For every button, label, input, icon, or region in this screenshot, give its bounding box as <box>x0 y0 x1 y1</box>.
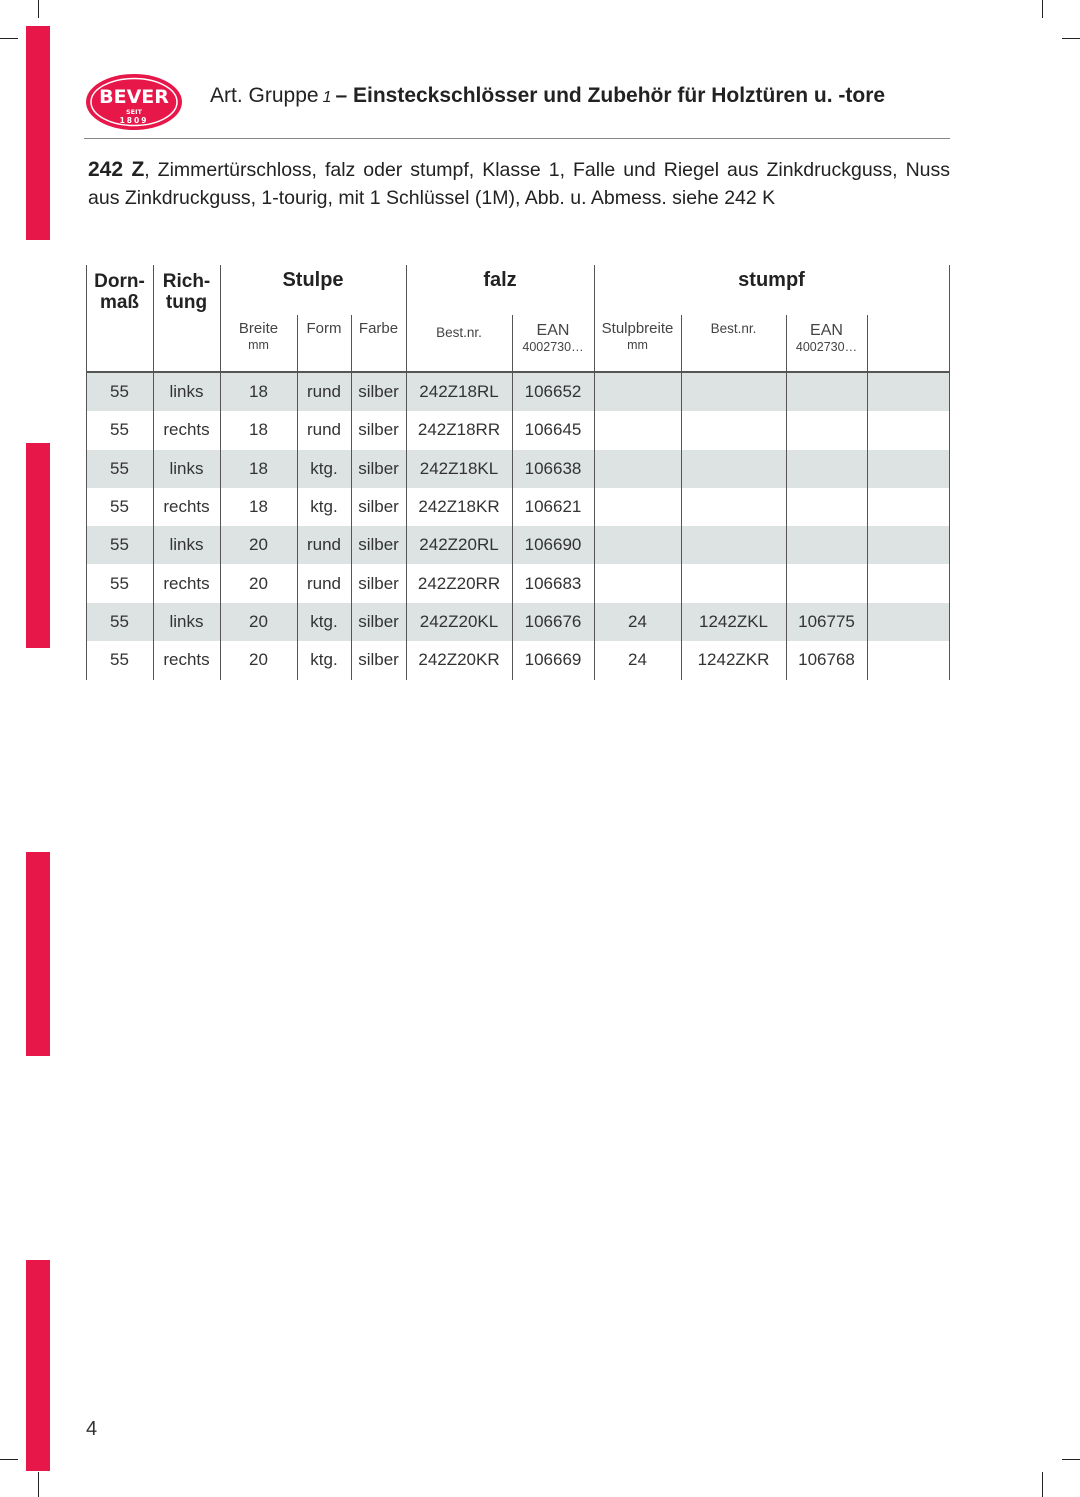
cell-stumpf-bestnr <box>681 526 786 564</box>
header-form: Form <box>306 320 342 337</box>
cell-form: ktg. <box>310 611 338 631</box>
cell-breite: 18 <box>249 382 268 401</box>
crop-mark <box>38 1472 39 1497</box>
logo-text: BEVER <box>99 86 169 108</box>
cell-breite: 20 <box>249 611 268 631</box>
cell-richtung: links <box>169 611 204 631</box>
cell-falz-bestnr: 242Z20KL <box>419 611 499 631</box>
cell-richtung: links <box>169 382 204 401</box>
page-number: 4 <box>86 1418 98 1440</box>
crop-mark <box>1042 0 1043 18</box>
table-row <box>86 603 950 641</box>
cell-richtung: rechts <box>163 496 210 516</box>
product-description <box>88 156 950 212</box>
header-farbe: Farbe <box>358 320 399 337</box>
col-divider <box>351 315 352 680</box>
col-divider <box>297 315 298 680</box>
cell-stulpbreite <box>594 411 681 449</box>
cell-stumpf-ean <box>786 526 867 564</box>
cell-farbe: silber <box>358 458 399 478</box>
cell-breite: 20 <box>249 535 268 555</box>
cell-dornmass: 55 <box>110 458 129 478</box>
cell-stumpf-bestnr <box>681 488 786 526</box>
logo-year: 1809 <box>119 116 149 125</box>
cell-form: ktg. <box>310 458 338 478</box>
cell-breite: 18 <box>249 420 268 440</box>
cell-stulpbreite: 24 <box>628 650 647 670</box>
cell-falz-ean: 106645 <box>524 420 582 440</box>
cell-dornmass: 55 <box>110 650 129 670</box>
cell-form: rund <box>306 382 342 401</box>
header-stumpf-ean: EAN 4002730… <box>795 322 858 354</box>
col-divider <box>153 265 154 680</box>
cell-richtung: rechts <box>163 573 210 593</box>
cell-stumpf-ean <box>786 565 867 603</box>
col-divider <box>786 315 787 680</box>
cell-falz-bestnr: 242Z18RL <box>419 382 499 401</box>
crop-mark <box>1062 1459 1080 1460</box>
cell-falz-ean: 106621 <box>524 496 582 516</box>
cell-falz-ean: 106690 <box>524 535 582 555</box>
cell-stulpbreite <box>594 373 681 411</box>
cell-breite: 20 <box>249 650 268 670</box>
header-dornmass: Dorn- maß <box>94 271 145 313</box>
col-divider <box>949 265 950 680</box>
cell-form: rund <box>306 420 342 440</box>
cell-richtung: rechts <box>163 420 210 440</box>
product-code: 242 Z <box>88 158 145 181</box>
cell-dornmass: 55 <box>110 496 129 516</box>
cell-stumpf-ean <box>786 450 867 488</box>
header-stulpbreite: Stulpbreite mm <box>601 320 674 352</box>
cell-stulpbreite: 24 <box>628 611 647 631</box>
col-divider <box>512 315 513 680</box>
cell-form: rund <box>306 535 342 555</box>
cell-form: ktg. <box>310 496 338 516</box>
crop-mark <box>38 0 39 18</box>
header-prefix: Art. Gruppe <box>210 84 319 107</box>
cell-dornmass: 55 <box>110 382 129 401</box>
header-divider <box>84 138 950 139</box>
cell-farbe: silber <box>358 650 399 670</box>
cell-dornmass: 55 <box>110 611 129 631</box>
table-row <box>86 450 950 488</box>
edge-tab-3 <box>26 852 50 1056</box>
header-group-number: 1 <box>322 89 332 106</box>
product-table <box>86 265 950 680</box>
cell-stumpf-bestnr <box>681 411 786 449</box>
header-falz-ean: EAN 4002730… <box>522 322 584 354</box>
cell-stumpf-bestnr <box>681 450 786 488</box>
cell-richtung: rechts <box>163 650 210 670</box>
cell-stulpbreite <box>594 488 681 526</box>
cell-falz-bestnr: 242Z18RR <box>417 420 501 440</box>
cell-stumpf-bestnr: 1242ZKL <box>699 611 768 631</box>
cell-falz-ean: 106676 <box>524 611 582 631</box>
edge-tab-1 <box>26 26 50 240</box>
cell-stumpf-ean: 106775 <box>798 611 855 631</box>
cell-falz-bestnr: 242Z20RR <box>417 573 501 593</box>
table-row <box>86 641 950 679</box>
cell-stumpf-ean <box>786 373 867 411</box>
crop-mark <box>1062 38 1080 39</box>
cell-farbe: silber <box>358 420 399 440</box>
bever-logo <box>84 72 184 132</box>
cell-stumpf-bestnr <box>681 565 786 603</box>
crop-mark <box>0 38 18 39</box>
crop-mark <box>1042 1472 1043 1497</box>
cell-falz-ean: 106683 <box>524 573 582 593</box>
cell-falz-bestnr: 242Z20KR <box>418 650 500 670</box>
table-row <box>86 565 950 603</box>
cell-stumpf-ean: 106768 <box>798 650 855 670</box>
edge-tab-2 <box>26 443 50 648</box>
page-header <box>210 84 885 108</box>
col-divider <box>681 315 682 680</box>
table-row <box>86 526 950 564</box>
product-description-text: , Zimmertürschloss, falz oder stumpf, Klasse 1, Falle und Riegel aus Zinkdruckguss, Nuss aus Zinkdruckguss, 1-tourig, mit 1 Schlüssel (1M), Abb. u. Abmess. siehe 242 K <box>88 159 950 209</box>
table-header-rule <box>86 371 950 373</box>
cell-richtung: links <box>169 535 204 555</box>
cell-breite: 18 <box>249 496 268 516</box>
cell-falz-ean: 106638 <box>524 458 582 478</box>
cell-farbe: silber <box>358 611 399 631</box>
cell-falz-bestnr: 242Z18KR <box>418 496 500 516</box>
cell-stumpf-bestnr: 1242ZKR <box>697 650 770 670</box>
col-divider <box>86 265 87 680</box>
cell-farbe: silber <box>358 496 399 516</box>
cell-breite: 18 <box>249 458 268 478</box>
logo-since: SEIT <box>126 108 142 116</box>
cell-falz-ean: 106669 <box>524 650 582 670</box>
header-richtung: Rich- tung <box>162 271 211 313</box>
cell-form: rund <box>306 573 342 593</box>
cell-stulpbreite <box>594 565 681 603</box>
cell-stulpbreite <box>594 450 681 488</box>
cell-stumpf-bestnr <box>681 373 786 411</box>
cell-richtung: links <box>169 458 204 478</box>
cell-stumpf-ean <box>786 488 867 526</box>
cell-breite: 20 <box>249 573 268 593</box>
table-row <box>86 488 950 526</box>
header-falz-bestnr: Best.nr. <box>436 325 482 340</box>
cell-falz-ean: 106652 <box>524 382 582 401</box>
cell-dornmass: 55 <box>110 420 129 440</box>
cell-dornmass: 55 <box>110 573 129 593</box>
header-stumpf-bestnr: Best.nr. <box>710 321 757 336</box>
table-row <box>86 373 950 411</box>
cell-dornmass: 55 <box>110 535 129 555</box>
cell-stulpbreite <box>594 526 681 564</box>
header-falz: falz <box>483 269 517 291</box>
edge-tab-4 <box>26 1260 50 1471</box>
cell-falz-bestnr: 242Z18KL <box>419 458 499 478</box>
header-stulpe: Stulpe <box>282 269 344 291</box>
cell-farbe: silber <box>358 535 399 555</box>
header-stumpf: stumpf <box>738 269 805 291</box>
cell-form: ktg. <box>310 650 338 670</box>
cell-falz-bestnr: 242Z20RL <box>419 535 499 555</box>
cell-farbe: silber <box>358 382 399 401</box>
cell-farbe: silber <box>358 573 399 593</box>
header-breite: Breite mm <box>238 320 279 352</box>
header-title: – Einsteckschlösser und Zubehör für Holztüren u. -tore <box>335 84 886 107</box>
col-divider <box>867 315 868 680</box>
crop-mark <box>0 1459 18 1460</box>
cell-stumpf-ean <box>786 411 867 449</box>
table-row <box>86 411 950 449</box>
